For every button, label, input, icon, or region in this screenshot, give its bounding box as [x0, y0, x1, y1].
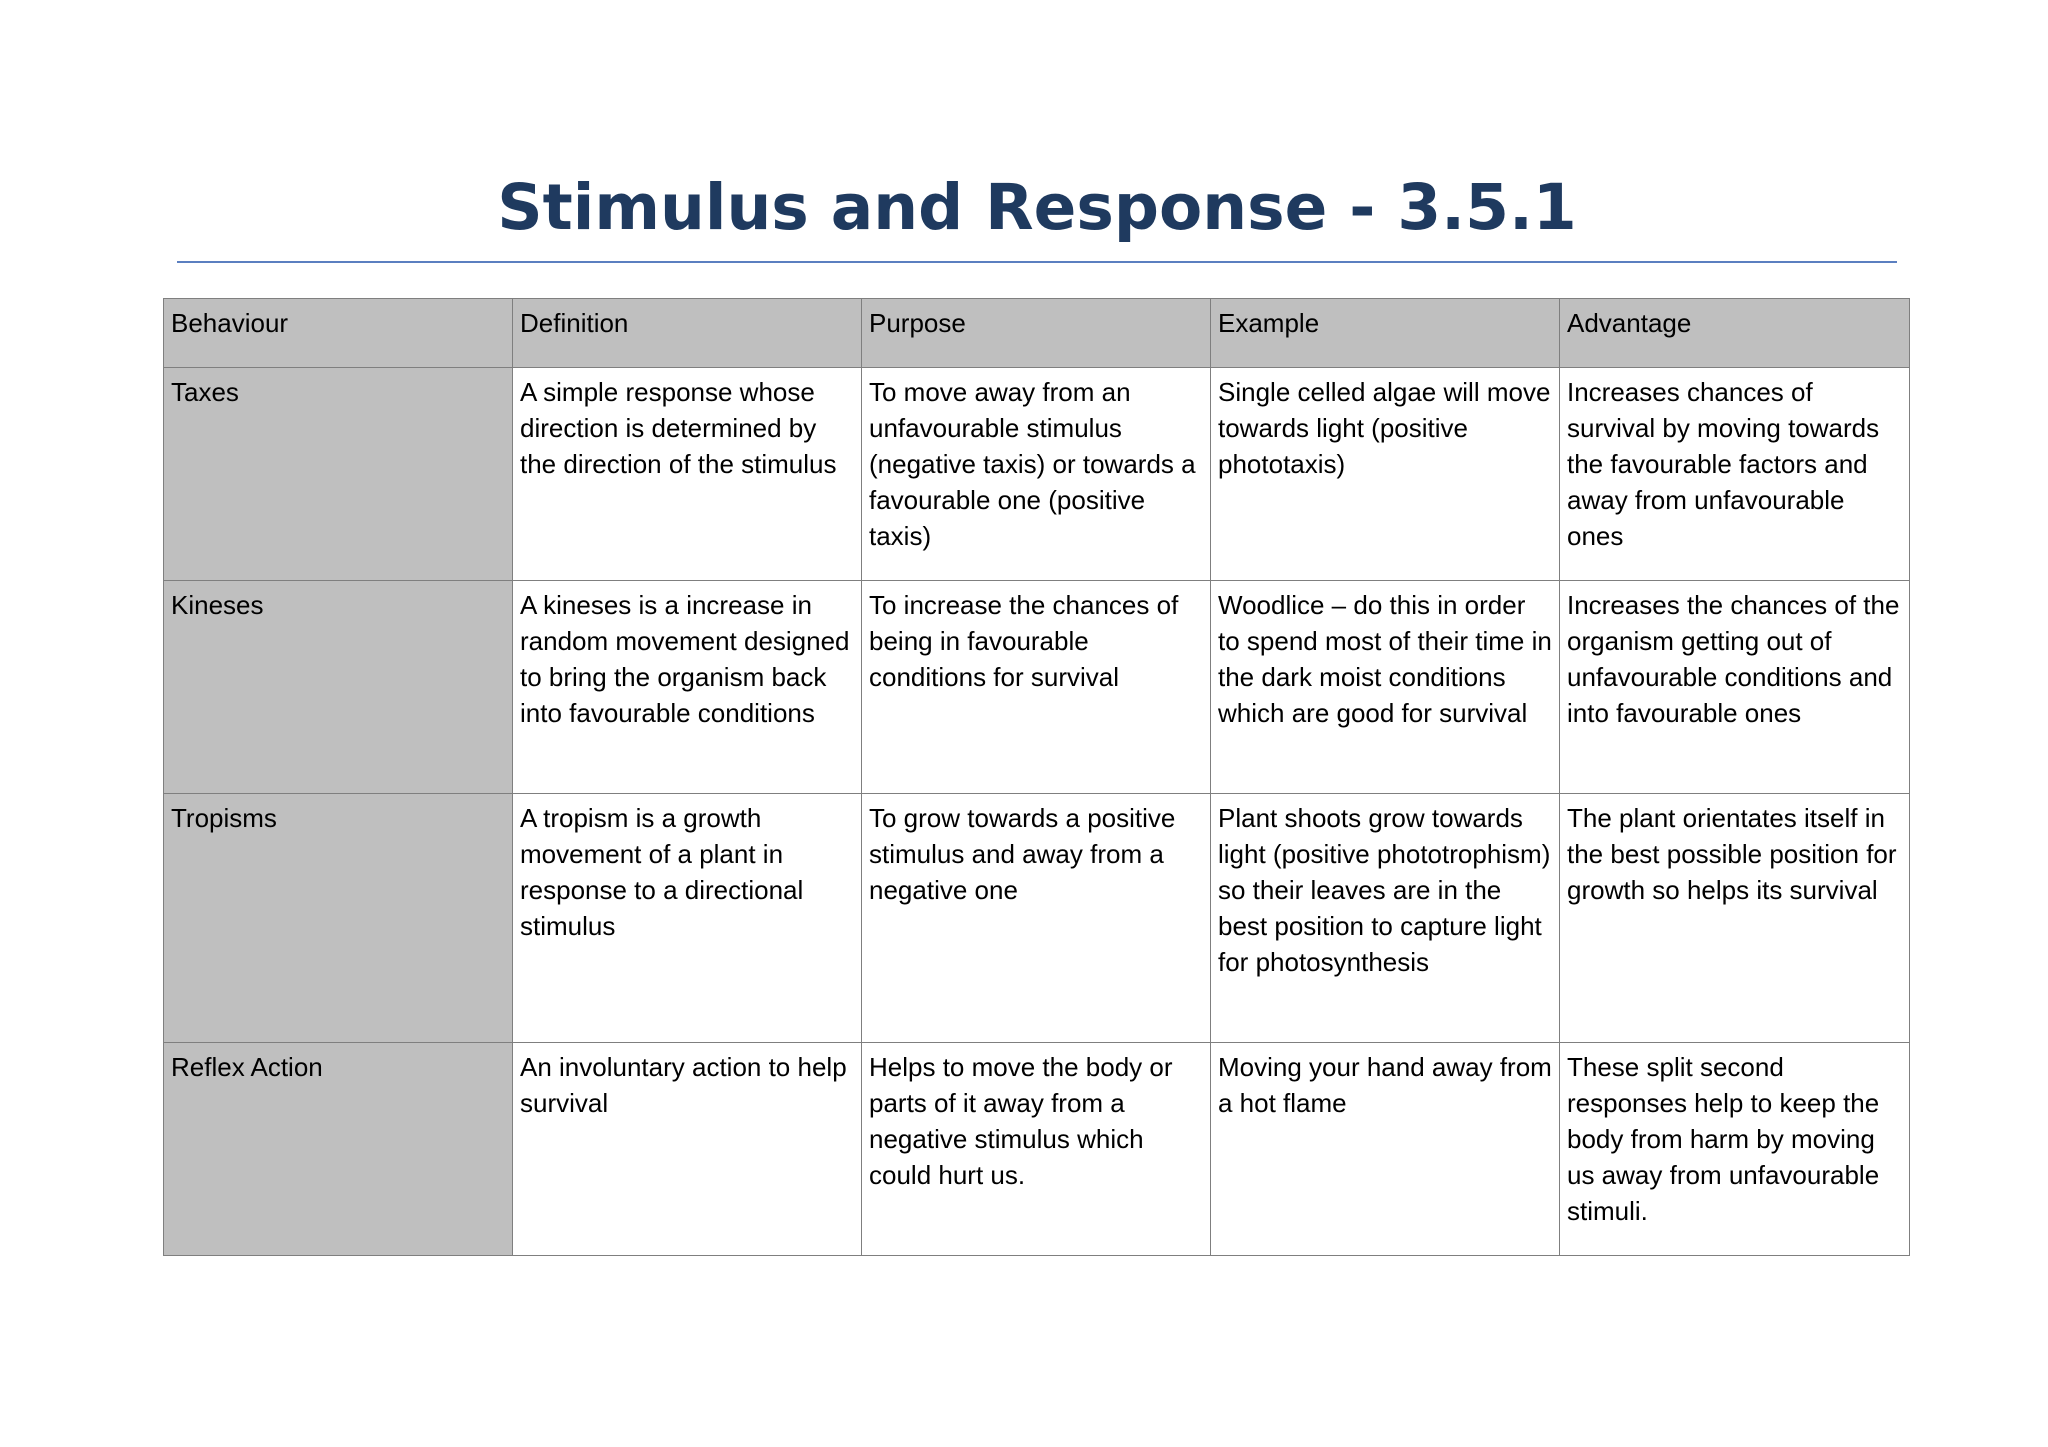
- advantage-cell: Increases chances of survival by moving towards the favourable factors and away from unfavourable ones: [1560, 368, 1910, 581]
- example-cell: Plant shoots grow towards light (positive phototrophism) so their leaves are in the best position to capture light for photosynthesis: [1211, 794, 1560, 1043]
- purpose-cell: To move away from an unfavourable stimulus (negative taxis) or towards a favourable one (positive taxis): [862, 368, 1211, 581]
- behaviour-cell: Taxes: [164, 368, 513, 581]
- definition-cell: A simple response whose direction is determined by the direction of the stimulus: [513, 368, 862, 581]
- header-example: Example: [1211, 299, 1560, 368]
- example-cell: Woodlice – do this in order to spend most of their time in the dark moist conditions which are good for survival: [1211, 581, 1560, 794]
- purpose-cell: To increase the chances of being in favourable conditions for survival: [862, 581, 1211, 794]
- behaviour-table: [163, 298, 1910, 1256]
- header-definition: Definition: [513, 299, 862, 368]
- advantage-cell: These split second responses help to keep the body from harm by moving us away from unfavourable stimuli.: [1560, 1043, 1910, 1256]
- example-cell: Moving your hand away from a hot flame: [1211, 1043, 1560, 1256]
- advantage-cell: Increases the chances of the organism getting out of unfavourable conditions and into favourable ones: [1560, 581, 1910, 794]
- purpose-cell: To grow towards a positive stimulus and away from a negative one: [862, 794, 1211, 1043]
- behaviour-cell: Reflex Action: [164, 1043, 513, 1256]
- definition-cell: An involuntary action to help survival: [513, 1043, 862, 1256]
- header-purpose: Purpose: [862, 299, 1211, 368]
- behaviour-cell: Tropisms: [164, 794, 513, 1043]
- title-divider: [177, 261, 1897, 263]
- table-row: [164, 1043, 1910, 1256]
- table-row: [164, 368, 1910, 581]
- example-cell: Single celled algae will move towards light (positive phototaxis): [1211, 368, 1560, 581]
- header-behaviour: Behaviour: [164, 299, 513, 368]
- definition-cell: A kineses is a increase in random movement designed to bring the organism back into favourable conditions: [513, 581, 862, 794]
- table-row: [164, 794, 1910, 1043]
- definition-cell: A tropism is a growth movement of a plant in response to a directional stimulus: [513, 794, 862, 1043]
- table-row: [164, 581, 1910, 794]
- header-advantage: Advantage: [1560, 299, 1910, 368]
- table-header-row: [164, 299, 1910, 368]
- page-title: Stimulus and Response - 3.5.1: [497, 171, 1577, 244]
- purpose-cell: Helps to move the body or parts of it away from a negative stimulus which could hurt us.: [862, 1043, 1211, 1256]
- behaviour-cell: Kineses: [164, 581, 513, 794]
- advantage-cell: The plant orientates itself in the best possible position for growth so helps its survival: [1560, 794, 1910, 1043]
